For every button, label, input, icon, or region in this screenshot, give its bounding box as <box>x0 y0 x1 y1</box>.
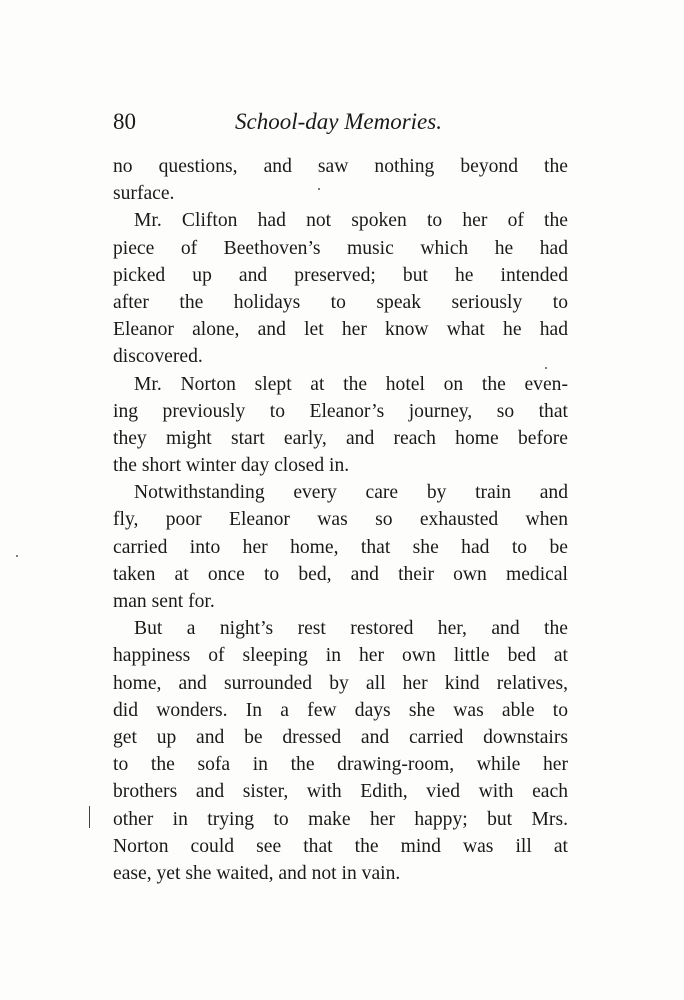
text-line: no questions, and saw nothing beyond the <box>113 156 568 177</box>
text-line: surface. <box>113 183 175 205</box>
page-number: 80 <box>113 109 136 134</box>
running-title: School-day Memories. <box>235 109 442 134</box>
text-line: piece of Beethoven’s music which he had <box>113 237 568 259</box>
text-line: picked up and preserved; but he intended <box>113 264 568 286</box>
text-line: to the sofa in the drawing-room, while her <box>113 754 568 776</box>
text-line: Mr. Norton slept at the hotel on the even- <box>134 373 568 395</box>
body-text <box>113 153 568 887</box>
text-line: get up and be dressed and carried downstairs <box>113 726 568 748</box>
text-line: did wonders. In a few days she was able to <box>113 699 568 721</box>
text-line: after the holidays to speak seriously to <box>113 291 568 313</box>
text-line: Notwithstanding every care by train and <box>134 482 568 504</box>
text-line: other in trying to make her happy; but Mrs. <box>113 808 568 830</box>
text-line: they might start early, and reach home before <box>113 427 568 449</box>
text-line: discovered. <box>113 346 203 368</box>
text-line: happiness of sleeping in her own little bed at <box>113 645 568 667</box>
page-speck <box>16 555 18 557</box>
text-line: Eleanor alone, and let her know what he had <box>113 319 568 341</box>
text-line: home, and surrounded by all her kind relatives, <box>113 672 568 694</box>
text-line: Norton could see that the mind was ill at <box>113 835 568 857</box>
text-line: But a night’s rest restored her, and the <box>134 618 568 640</box>
text-line: Mr. Clifton had not spoken to her of the <box>134 210 568 232</box>
page-speck <box>318 188 320 190</box>
text-line: ing previously to Eleanor’s journey, so that <box>113 400 568 422</box>
page-speck <box>545 367 547 369</box>
text-line: brothers and sister, with Edith, vied with each <box>113 781 568 803</box>
text-line: fly, poor Eleanor was so exhausted when <box>113 509 568 531</box>
text-line: carried into her home, that she had to be <box>113 536 568 558</box>
text-line: the short winter day closed in. <box>113 455 350 477</box>
text-line: taken at once to bed, and their own medical <box>113 563 568 585</box>
page-header <box>113 104 568 140</box>
text-line: man sent for. <box>113 591 215 612</box>
text-line: ease, yet she waited, and not in vain. <box>113 862 401 884</box>
margin-mark <box>89 806 90 828</box>
